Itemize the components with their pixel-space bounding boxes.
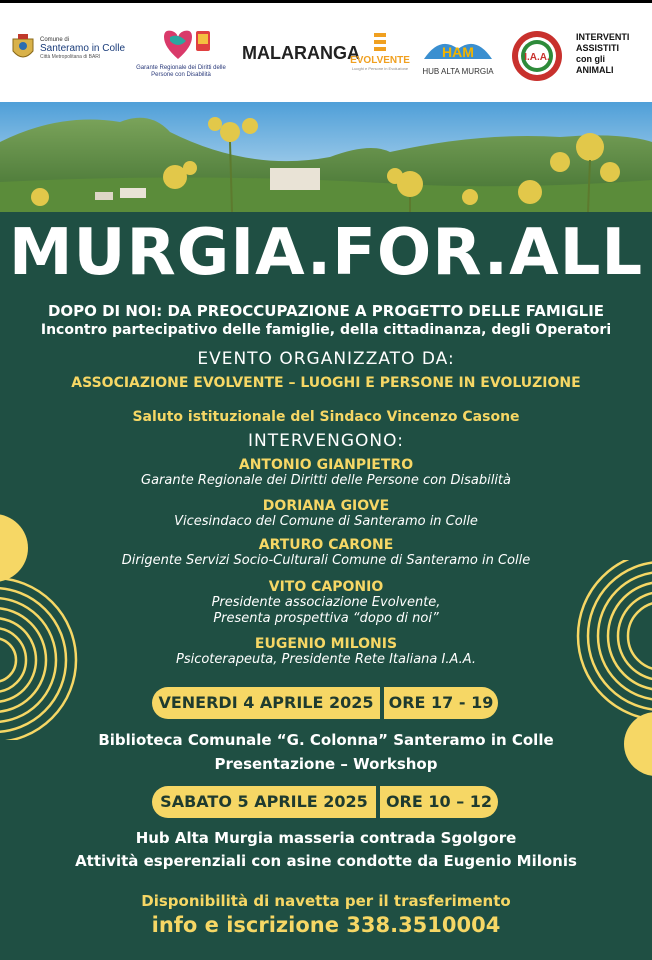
event2-place: Hub Alta Murgia masseria contrada Sgolgore xyxy=(135,829,517,847)
evolvente-name: EVOLVENTE xyxy=(350,55,410,66)
interventi-logo-text xyxy=(576,32,629,76)
event-title: MURGIA.FOR.ALL xyxy=(8,216,644,290)
santeramo-prefix: Comune di xyxy=(40,36,70,43)
landscape-illustration xyxy=(0,102,652,212)
hub-mark-text: HAM xyxy=(442,44,474,60)
landscape-photo xyxy=(0,102,652,212)
coat-of-arms-icon xyxy=(10,33,36,63)
hub-name: HUB ALTA MURGIA xyxy=(422,67,494,76)
speaker-name: DORIANA GIOVE xyxy=(262,498,390,514)
event1-time: ORE 17 - 19 xyxy=(384,687,498,719)
institutional-greeting: Saluto istituzionale del Sindaco Vincenzo Casone xyxy=(132,409,520,425)
interventi-line-4: ANIMALI xyxy=(576,65,614,75)
iaa-logo xyxy=(511,30,563,82)
speaker-name: ANTONIO GIANPIETRO xyxy=(238,457,414,473)
speaker-name: VITO CAPONIO xyxy=(268,579,384,595)
event1-format: Presentazione – Workshop xyxy=(214,755,438,773)
santeramo-name: Santeramo in Colle xyxy=(40,42,126,54)
event2-activity: Attività esperenziali con asine condotte da Eugenio Milonis xyxy=(75,852,577,870)
organized-by-label: EVENTO ORGANIZZATO DA: xyxy=(197,349,455,369)
event1-date: VENERDI 4 APRILE 2025 xyxy=(152,687,380,719)
event1-place: Biblioteca Comunale “G. Colonna” Santeramo in Colle xyxy=(98,731,554,749)
subtitle-secondary: Incontro partecipativo delle famiglie, della cittadinanza, degli Operatori xyxy=(40,322,612,338)
speaker-role: Vicesindaco del Comune di Santeramo in Colle xyxy=(174,514,478,529)
garante-heart-icon xyxy=(134,27,228,63)
event2-date-pill xyxy=(152,786,498,818)
shuttle-note: Disponibilità di navetta per il trasferimento xyxy=(141,892,511,910)
evolvente-logo xyxy=(346,31,414,71)
info-registration: info e iscrizione 338.3510004 xyxy=(151,913,501,937)
logo-bar xyxy=(0,0,652,102)
event2-date: SABATO 5 APRILE 2025 xyxy=(152,786,376,818)
speaker-role: Presidente associazione Evolvente, xyxy=(211,595,441,610)
malaranga-logo: MALARANGA xyxy=(242,43,360,63)
evolvente-mark-icon xyxy=(346,31,414,55)
hub-mark-icon xyxy=(420,35,496,65)
organizer-name: ASSOCIAZIONE EVOLVENTE – LUOGHI E PERSONE IN EVOLUZIONE xyxy=(71,375,581,391)
garante-logo xyxy=(134,27,228,79)
santeramo-logo xyxy=(10,33,125,63)
interventi-line-3: con gli xyxy=(576,54,605,64)
iaa-seal-text: I.A.A. xyxy=(524,52,550,63)
iaa-seal-icon xyxy=(511,30,563,82)
speaker-role: Psicoterapeuta, Presidente Rete Italiana I.A.A. xyxy=(175,652,476,667)
event2-time: ORE 10 – 12 xyxy=(380,786,498,818)
subtitle-main: DOPO DI NOI: DA PREOCCUPAZIONE A PROGETTO DELLE FAMIGLIE xyxy=(47,302,605,320)
speaker-name: ARTURO CARONE xyxy=(258,537,394,553)
garante-caption: Garante Regionale dei Diritti delle Persone con Disabilità xyxy=(136,65,226,78)
speakers-label: INTERVENGONO: xyxy=(248,431,404,451)
interventi-line-1: INTERVENTI xyxy=(576,32,630,42)
interventi-line-2: ASSISTITI xyxy=(576,43,620,53)
event1-date-pill xyxy=(152,687,498,719)
hub-alta-murgia-logo xyxy=(420,35,496,76)
speaker-role: Presenta prospettiva “dopo di noi” xyxy=(213,611,439,626)
speaker-role: Dirigente Servizi Socio-Culturali Comune di Santeramo in Colle xyxy=(121,553,531,568)
speaker-role: Garante Regionale dei Diritti delle Persone con Disabilità xyxy=(141,473,511,488)
speaker-name: EUGENIO MILONIS xyxy=(254,636,398,652)
evolvente-sub: Luoghi e Persone in Evoluzione xyxy=(351,66,409,71)
santeramo-sub: Città Metropolitana di BARI xyxy=(40,53,101,60)
